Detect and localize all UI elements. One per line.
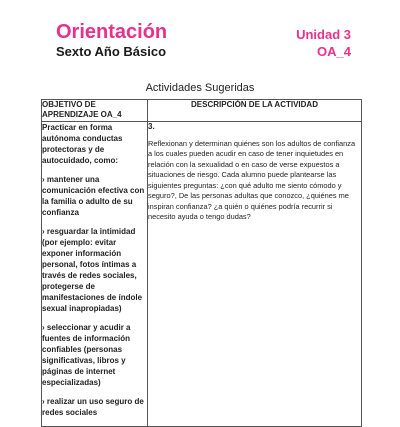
objective-intro: Practicar en forma autónoma conductas protectoras y de autocuidado, como:	[42, 123, 123, 165]
activity-cell	[148, 122, 362, 427]
objective-code: OA_4	[317, 44, 351, 59]
unit-label: Unidad 3	[296, 27, 351, 42]
table-header-row	[42, 100, 362, 122]
activity-number: 3.	[148, 122, 155, 131]
grade-subtitle: Sexto Año Básico	[56, 44, 167, 59]
objective-item: › realizar un uso seguro de redes sociales	[42, 397, 144, 417]
activity-description: Reflexionan y determinan quiénes son los adultos de confianza a los cuales pueden acudir en caso de tener inquietudes en relación con la sexualidad o en caso de verse expuestos a situaciones de riesgo. Cada alumno puede plantearse las siguientes preguntas: ¿con qué adulto me siento cómodo y seguro?, De las personas adultas que conozco, ¿quiénes me inspiran confianza? ¿a quién o quiénes podría recurrir si necesito ayuda o tengo dudas?	[148, 138, 356, 221]
objective-cell	[42, 122, 148, 427]
page-title: Orientación	[56, 21, 168, 43]
objective-item: › seleccionar y acudir a fuentes de información confiables (personas significativas, libros y páginas de internet especializadas)	[42, 323, 131, 387]
objective-item: › mantener una comunicación efectiva con la familia o adulto de su confianza	[42, 175, 145, 217]
activity-column-header: DESCRIPCIÓN DE LA ACTIVIDAD	[148, 100, 362, 122]
objective-item: › resguardar la intimidad (por ejemplo: evitar exponer información personal, fotos íntimas a través de redes sociales, protegerse de manifestaciones de índole sexual inapropiadas)	[42, 227, 143, 313]
objective-column-header: OBJETIVO DE APRENDIZAJE OA_4	[42, 100, 148, 122]
section-title: Actividades Sugeridas	[145, 82, 255, 94]
table-row	[42, 122, 362, 427]
activities-table	[41, 99, 362, 427]
